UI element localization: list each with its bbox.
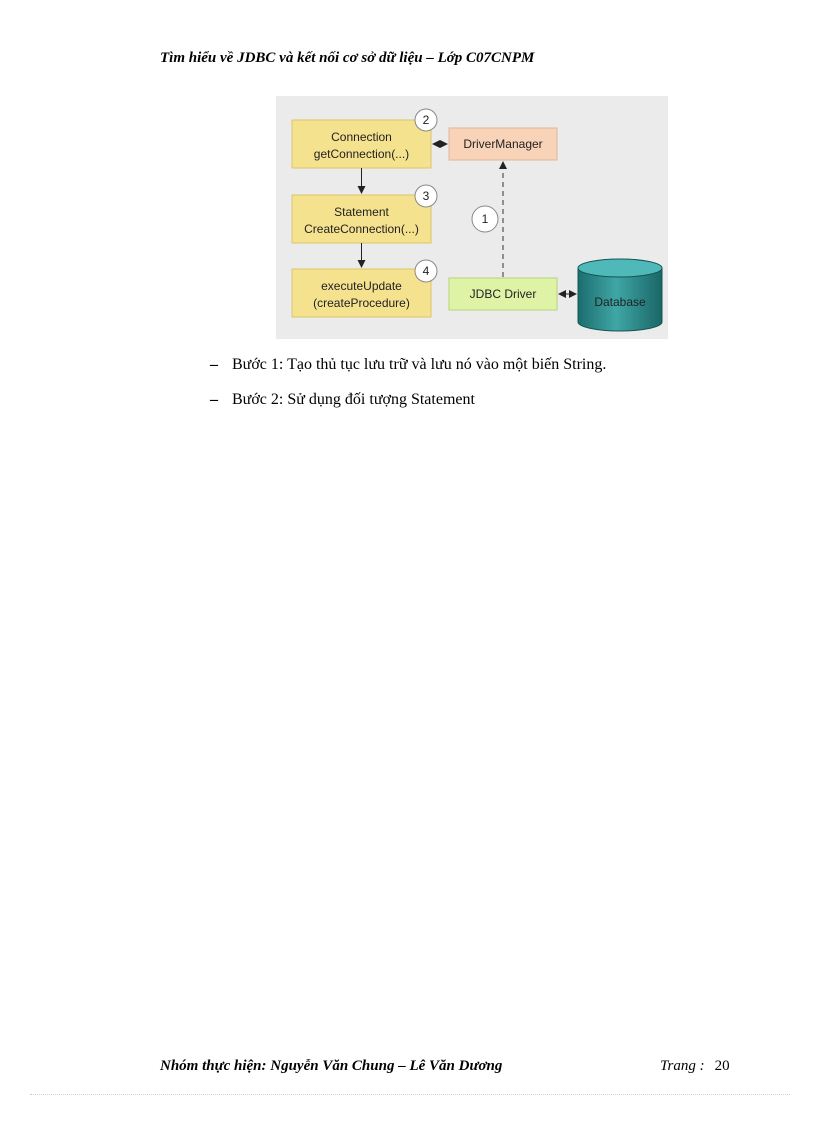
page-label: Trang :	[660, 1058, 705, 1074]
diagram-canvas	[276, 96, 668, 339]
step-2-text: Bước 2: Sử dụng đối tượng Statement	[232, 391, 475, 408]
driver-manager-label: DriverManager	[463, 137, 543, 151]
footer-authors: Nhóm thực hiện: Nguyễn Văn Chung – Lê Văn Dương	[160, 1058, 503, 1074]
database-label: Database	[594, 295, 646, 309]
footer-page	[660, 1058, 730, 1075]
jdbc-driver-label: JDBC Driver	[469, 287, 537, 301]
jdbc-flow-diagram	[276, 96, 668, 339]
step-2-number: 2	[422, 113, 430, 127]
execute-update-label: executeUpdate	[321, 279, 402, 293]
connection-label: Connection	[331, 130, 392, 144]
steps-list	[210, 356, 750, 426]
list-item	[210, 356, 750, 374]
bullet-dash: –	[210, 356, 218, 373]
step-1-text: Bước 1: Tạo thủ tục lưu trữ và lưu nó vào một biến String.	[232, 356, 607, 373]
create-procedure-label: (createProcedure)	[313, 296, 410, 310]
page-number: 20	[714, 1058, 730, 1074]
step-1-number: 1	[481, 212, 489, 226]
list-item	[210, 391, 750, 409]
bottom-divider	[30, 1094, 790, 1095]
statement-label: Statement	[334, 205, 389, 219]
get-connection-label: getConnection(...)	[313, 147, 410, 161]
step-4-number: 4	[422, 264, 430, 278]
bullet-dash: –	[210, 391, 218, 408]
step-3-number: 3	[422, 189, 430, 203]
create-connection-label: CreateConnection(...)	[304, 222, 419, 236]
page-header-title: Tìm hiểu về JDBC và kết nối cơ sở dữ liệu – Lớp C07CNPM	[160, 50, 535, 66]
